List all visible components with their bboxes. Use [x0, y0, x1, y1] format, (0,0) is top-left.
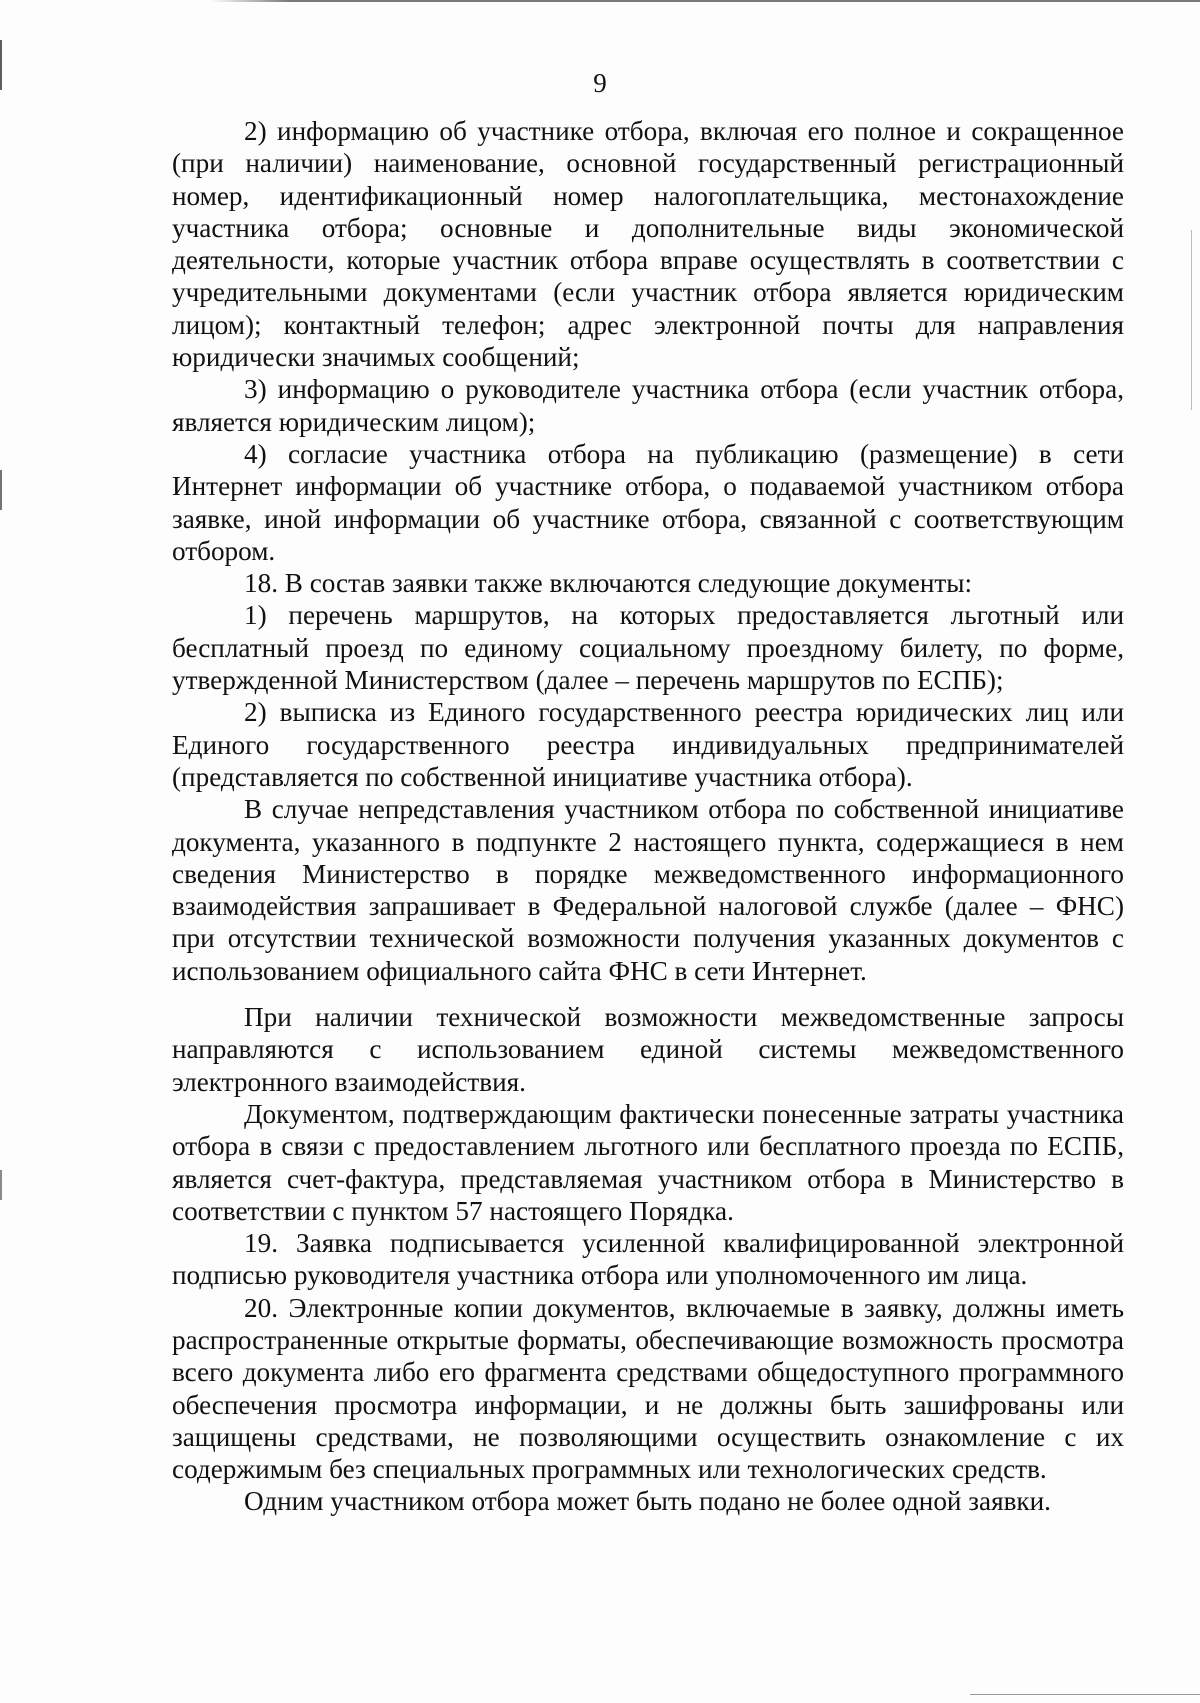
paragraph-item-4: 4) согласие участника отбора на публикацию (размещение) в сети Интернет информации об участнике отбора, о подаваемой участником отбора заявке, иной информации об участнике отбора, связанной с соответствующим отбором. [172, 438, 1124, 566]
scan-edge-top [210, 0, 1200, 2]
scan-edge-bottom [970, 1694, 1200, 1695]
paragraph-clause-19: 19. Заявка подписывается усиленной квалифицированной электронной подписью руководителя участника отбора или уполномоченного им лица. [172, 1228, 1124, 1291]
scan-edge-left [0, 470, 2, 510]
paragraph-clause-18-item-2: 2) выписка из Единого государственного реестра юридических лиц или Единого государственного реестра индивидуальных предпринимателей (представляется по собственной инициативе участника отбора). [172, 697, 1124, 792]
paragraph-item-2: 2) информацию об участнике отбора, включая его полное и сокращенное (при наличии) наименование, основной государственный регистрационный номер, идентификационный номер налогоплательщика, местонахождение участника отбора; основные и дополнительные виды экономической деятельности, которые участник отбора вправе осуществлять в соответствии с учредительными документами (если участник отбора является юридическим лицом); контактный телефон; адрес электронной почты для направления юридически значимых сообщений; [172, 116, 1124, 373]
paragraph-one-application: Одним участником отбора может быть подано не более одной заявки. [244, 1486, 1051, 1517]
document-body [172, 115, 1124, 1518]
paragraph-clause-18-item-1: 1) перечень маршрутов, на которых предоставляется льготный или бесплатный проезд по единому социальному проездному билету, по форме, утвержденной Министерством (далее – перечень маршрутов по ЕСПБ); [172, 600, 1124, 696]
scan-edge-left [0, 1170, 2, 1200]
paragraph-interagency-requests: При наличии технической возможности межведомственные запросы направляются с использованием единой системы межведомственного электронного взаимодействия. [172, 1002, 1124, 1097]
page-number: 9 [593, 68, 607, 98]
scan-edge-right [1191, 230, 1192, 410]
paragraph-item-3: 3) информацию о руководителе участника отбора (если участник отбора, является юридическим лицом); [172, 374, 1124, 437]
paragraph-clause-20: 20. Электронные копии документов, включаемые в заявку, должны иметь распространенные открытые форматы, обеспечивающие возможность просмотра всего документа либо его фрагмента средствами общедоступного программного обеспечения просмотра информации, и не должны быть зашифрованы или защищены средствами, не позволяющими осуществить ознакомление с их содержимым без специальных программных или технологических средств. [172, 1292, 1124, 1485]
paragraph-clause-18: 18. В состав заявки также включаются следующие документы: [244, 568, 973, 599]
paragraph-invoice: Документом, подтверждающим фактически понесенные затраты участника отбора в связи с предоставлением льготного или бесплатного проезда по ЕСПБ, является счет-фактура, представляемая участником отбора в Министерство в соответствии с пунктом 57 настоящего Порядка. [172, 1098, 1124, 1226]
paragraph-nonsubmission: В случае непредставления участником отбора по собственной инициативе документа, указанного в подпункте 2 настоящего пункта, содержащиеся в нем сведения Министерство в порядке межведомственного информационного взаимодействия запрашивает в Федеральной налоговой службе (далее – ФНС) при отсутствии технической возможности получения указанных документов с использованием официального сайта ФНС в сети Интернет. [172, 794, 1124, 986]
